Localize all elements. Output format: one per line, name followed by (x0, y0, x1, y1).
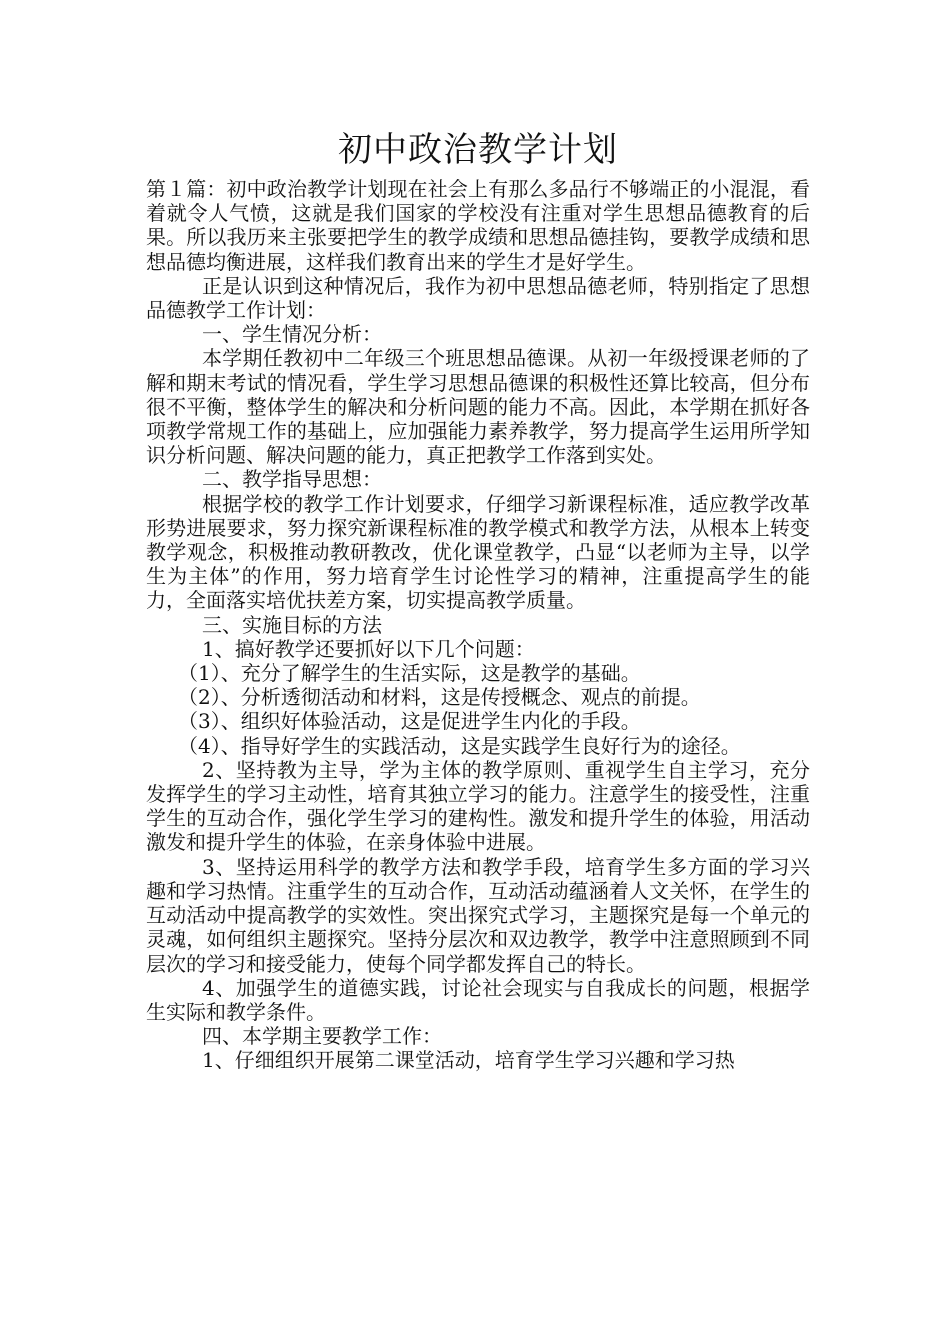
paragraph: 1、搞好教学还要抓好以下几个问题： (202, 636, 535, 661)
paragraph: 2、坚持教为主导，学为主体的教学原则、重视学生自主学习，充分发挥学生的学习主动性，培育其独立学习的能力。注意学生的接受性，注重学生的互动合作，强化学生学习的建构性。激发和提升学生的体验，用活动激发和提升学生的体验，在亲身体验中进展。 (146, 757, 810, 855)
paragraph: 1、仔细组织开展第二课堂活动，培育学生学习兴趣和学习热 (202, 1048, 735, 1073)
paragraph: 本学期任教初中二年级三个班思想品德课。从初一年级授课老师的了解和期末考试的情况看，学生学习思想品德课的积极性还算比较高，但分布很不平衡，整体学生的解决和分析问题的能力不高。因此，本学期在抓好各项教学常规工作的基础上，应加强能力素养教学，努力提高学生运用所学知识分析问题、解决问题的能力，真正把教学工作落到实处。 (146, 346, 810, 468)
document-body (146, 125, 810, 1073)
section-heading: 四、本学期主要教学工作： (202, 1024, 442, 1049)
list-item: （1）、充分了解学生的生活实际，这是教学的基础。 (178, 661, 641, 686)
section-heading: 一、学生情况分析： (202, 322, 382, 347)
list-item: （2）、分析透彻活动和材料，这是传授概念、观点的前提。 (178, 685, 701, 710)
paragraph: 4、加强学生的道德实践，讨论社会现实与自我成长的问题，根据学生实际和教学条件。 (146, 975, 810, 1024)
paragraph-list (146, 177, 810, 1073)
document-title: 初中政治教学计划 (338, 130, 618, 170)
paragraph: 第１篇：初中政治教学计划现在社会上有那么多品行不够端正的小混混，看着就令人气愤，这就是我们国家的学校没有注重对学生思想品德教育的后果。所以我历来主张要把学生的教学成绩和思想品德挂钩，要教学成绩和思想品德均衡进展，这样我们教育出来的学生才是好学生。 (146, 177, 810, 274)
list-item: （4）、指导好学生的实践活动，这是实践学生良好行为的途径。 (178, 733, 741, 758)
paragraph: 根据学校的教学工作计划要求，仔细学习新课程标准，适应教学改革形势进展要求，努力探究新课程标准的教学模式和教学方法，从根本上转变教学观念，积极推动教研教改，优化课堂教学，凸显“以老师为主导，以学生为主体”的作用，努力培育学生讨论性学习的精神，注重提高学生的能力，全面落实培优扶差方案，切实提高教学质量。 (146, 491, 810, 613)
paragraph: 正是认识到这种情况后，我作为初中思想品德老师，特别指定了思想品德教学工作计划： (146, 273, 810, 323)
section-heading: 三、实施目标的方法 (202, 612, 382, 637)
list-item: （3）、组织好体验活动，这是促进学生内化的手段。 (178, 709, 641, 734)
paragraph: 3、坚持运用科学的教学方法和教学手段，培育学生多方面的学习兴趣和学习热情。注重学生的互动合作，互动活动蕴涵着人文关怀，在学生的互动活动中提高教学的实效性。突出探究式学习，主题探究是每一个单元的灵魂，如何组织主题探究。坚持分层次和双边教学，教学中注意照顾到不同层次的学习和接受能力，使每个同学都发挥自己的特长。 (146, 854, 810, 976)
section-heading: 二、教学指导思想： (202, 467, 382, 492)
